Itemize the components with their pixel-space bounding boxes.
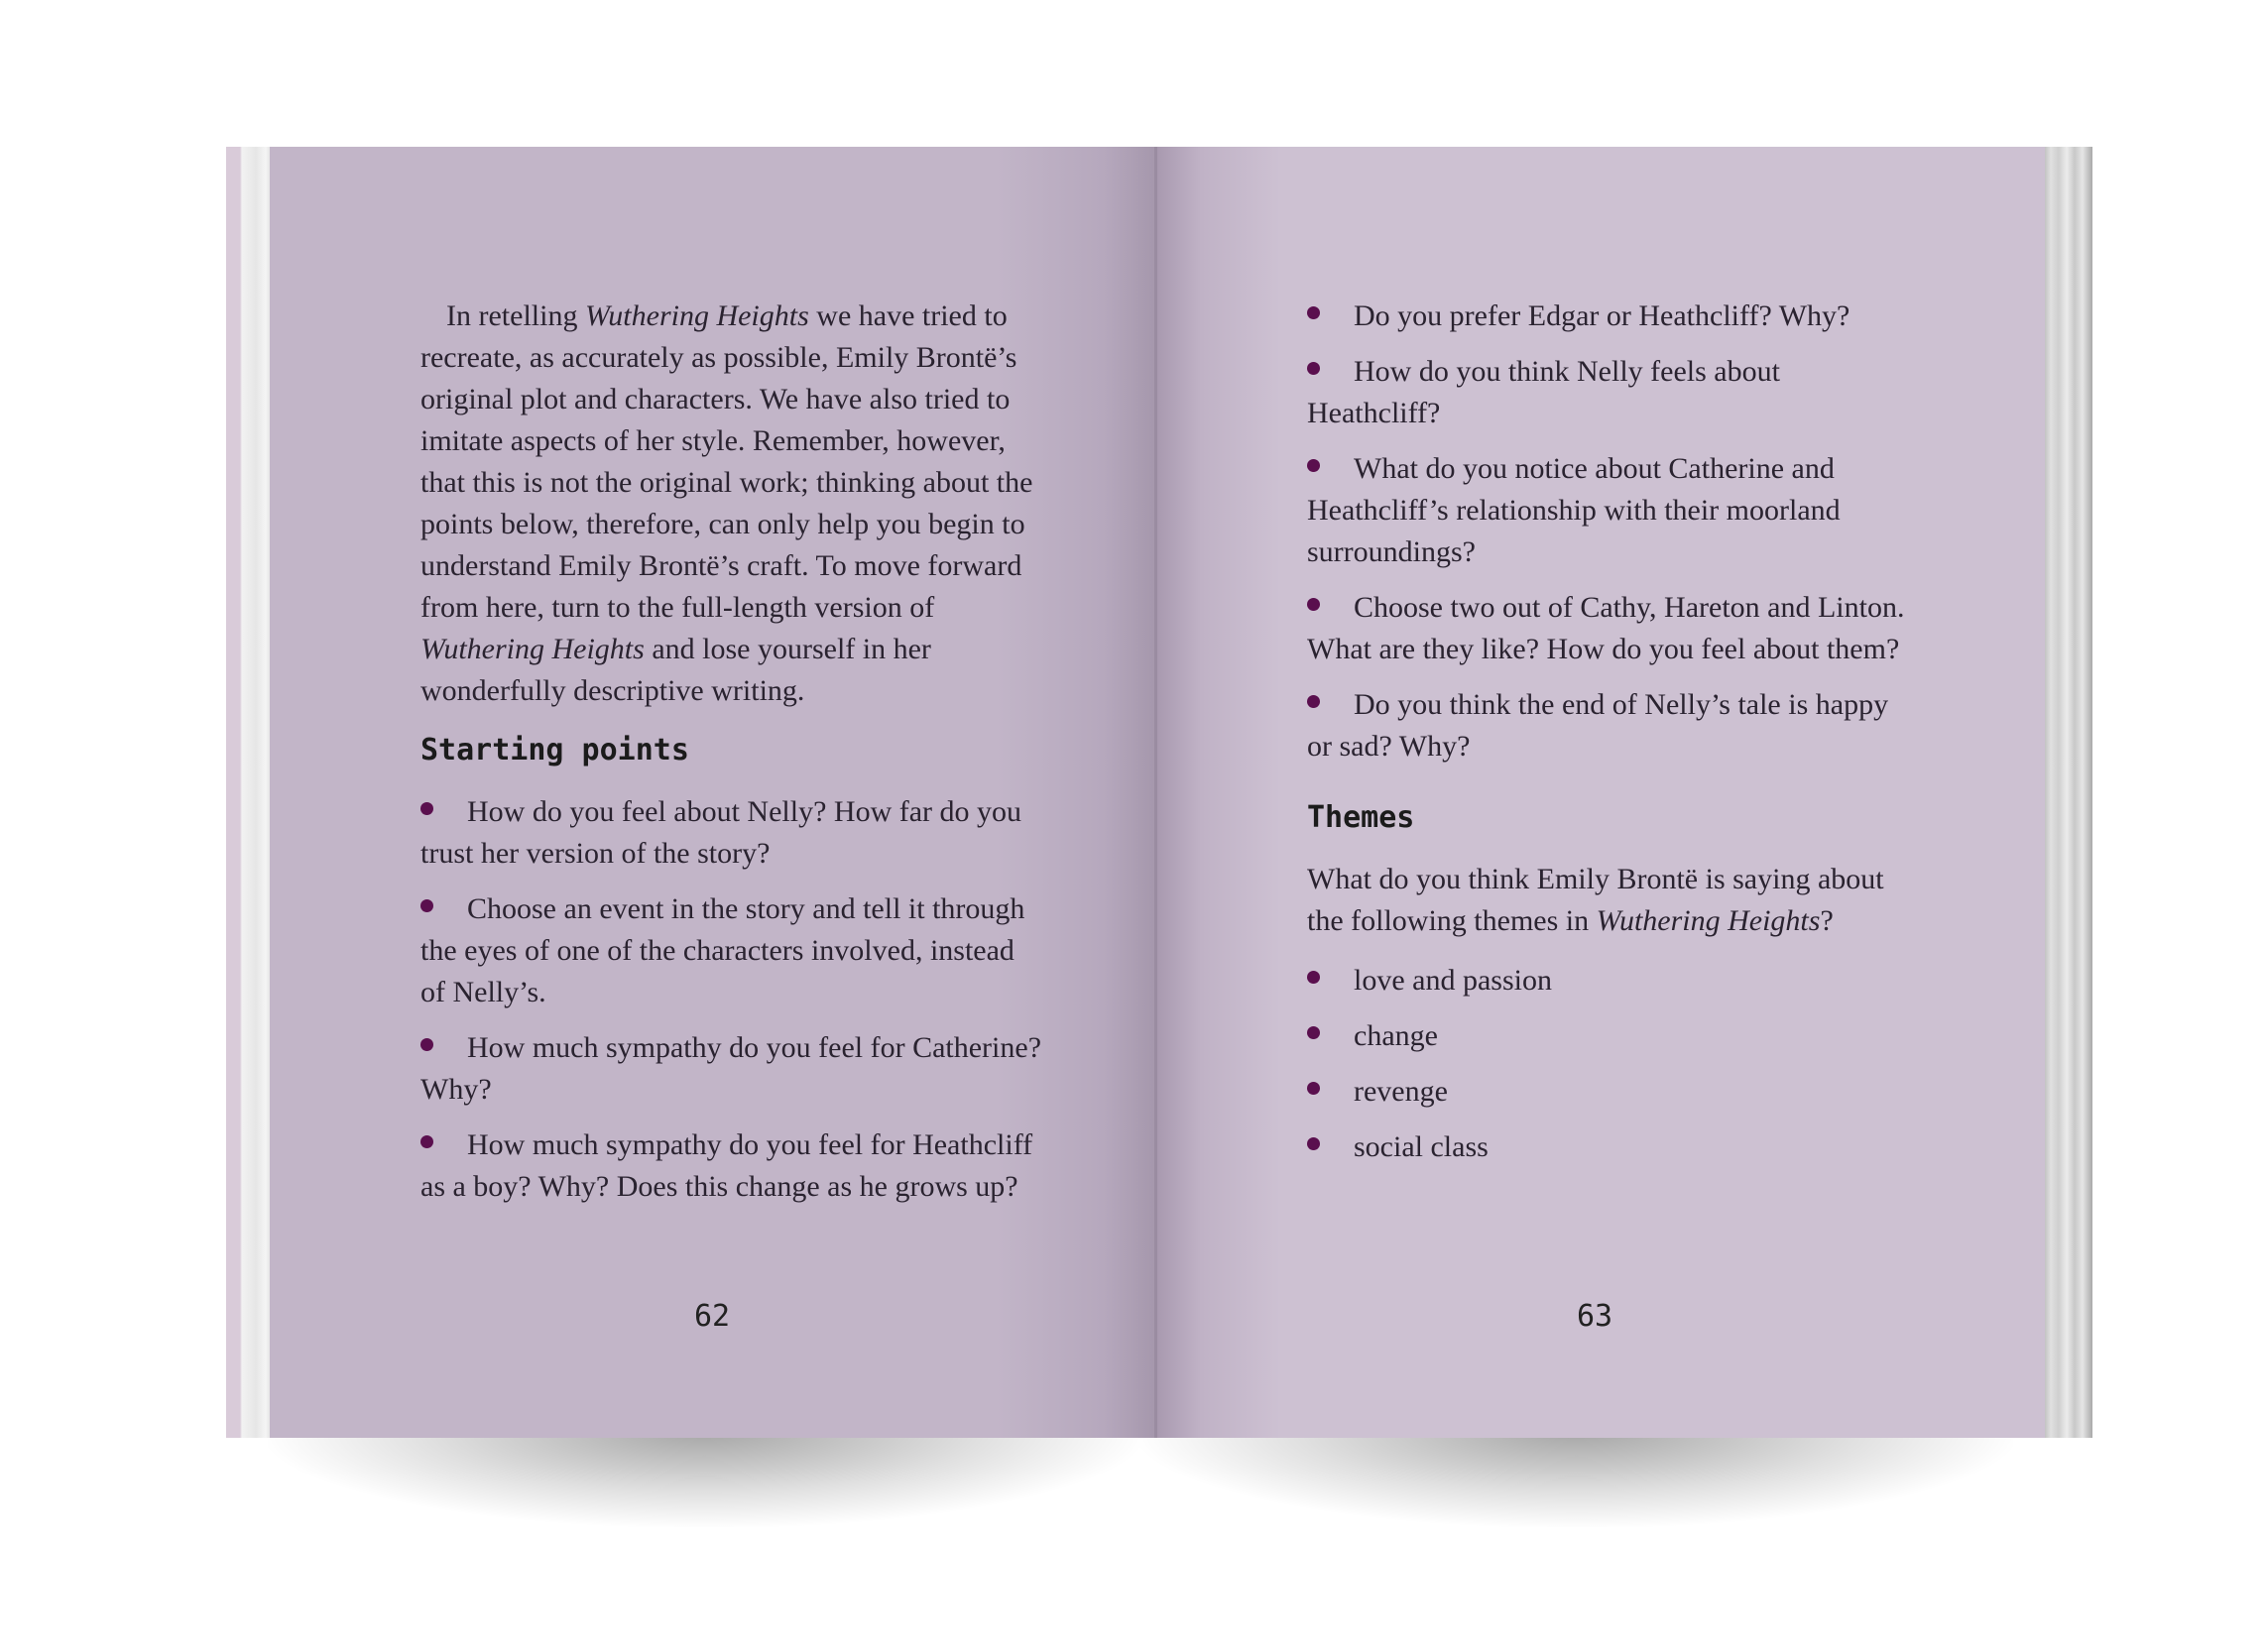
intro-paragraph: [420, 295, 1045, 712]
list-item-text: Do you think the end of Nelly’s tale is happy or sad? Why?: [1307, 688, 1889, 763]
right-page-text: [1307, 295, 1912, 1182]
theme-item-text: change: [1354, 1019, 1438, 1052]
intro-text-1: In retelling: [446, 299, 585, 332]
themes-intro: [1307, 859, 1912, 942]
bullet-icon: [1307, 1082, 1320, 1095]
bullet-icon: [1307, 971, 1320, 984]
left-page-text: [420, 295, 1045, 1222]
page-edges-right: [2043, 147, 2092, 1438]
list-item: [420, 1124, 1045, 1208]
list-item: [1307, 351, 1912, 434]
list-item: [420, 1027, 1045, 1111]
bullet-icon: [1307, 362, 1320, 375]
list-item: [420, 791, 1045, 875]
intro-title-italic-2: Wuthering Heights: [420, 633, 645, 665]
theme-item: [1307, 960, 1912, 1002]
bullet-icon: [1307, 1026, 1320, 1039]
intro-text-3: and lose yourself in her wonderfully descriptive writing.: [420, 633, 931, 707]
list-item-text: How do you feel about Nelly? How far do you trust her version of the story?: [420, 795, 1022, 870]
bullet-icon: [420, 802, 433, 815]
bullet-icon: [1307, 306, 1320, 319]
bullet-icon: [1307, 695, 1320, 708]
themes-intro-italic: Wuthering Heights: [1596, 904, 1821, 937]
list-item-text: Choose two out of Cathy, Hareton and Linton. What are they like? How do you feel about them?: [1307, 591, 1905, 665]
theme-item-text: social class: [1354, 1130, 1489, 1163]
intro-text-2: we have tried to recreate, as accurately as possible, Emily Brontë’s original plot and characters. We have also tried to imitate aspects of her style. Remember, however, that this is not the original work; thinking about the points below, therefore, can only help you begin to understand Emily Brontë’s craft. To move forward from here, turn to the full-length version of: [420, 299, 1033, 624]
theme-item-text: revenge: [1354, 1075, 1448, 1108]
book-gutter: [1154, 147, 1157, 1438]
starting-points-heading: Starting points: [420, 733, 689, 767]
themes-intro-end: ?: [1820, 904, 1834, 937]
intro-title-italic-1: Wuthering Heights: [584, 299, 809, 332]
bullet-icon: [1307, 598, 1320, 611]
theme-item: [1307, 1071, 1912, 1113]
list-item-text: What do you notice about Catherine and Heathcliff’s relationship with their moorland surroundings?: [1307, 452, 1841, 568]
bullet-icon: [1307, 459, 1320, 472]
page-number-right: 63: [1577, 1299, 1613, 1334]
list-item-text: How do you think Nelly feels about Heathcliff?: [1307, 355, 1780, 429]
list-item-text: Choose an event in the story and tell it through the eyes of one of the characters involved, instead of Nelly’s.: [420, 892, 1025, 1008]
list-item: [1307, 448, 1912, 573]
theme-item: [1307, 1126, 1912, 1168]
themes-heading: Themes: [1307, 800, 1415, 835]
page-edges-left: [226, 147, 272, 1438]
list-item-text: How much sympathy do you feel for Heathcliff as a boy? Why? Does this change as he grows up?: [420, 1128, 1033, 1203]
bullet-icon: [420, 1135, 433, 1148]
list-item: [1307, 587, 1912, 670]
bullet-icon: [420, 1038, 433, 1051]
bullet-icon: [420, 899, 433, 912]
list-item: [420, 888, 1045, 1013]
list-item: [1307, 684, 1912, 767]
list-item: [1307, 295, 1912, 337]
bullet-icon: [1307, 1137, 1320, 1150]
page-number-left: 62: [694, 1299, 731, 1334]
list-item-text: Do you prefer Edgar or Heathcliff? Why?: [1354, 299, 1850, 332]
themes-intro-text: What do you think Emily Brontë is saying about the following themes in: [1307, 863, 1884, 937]
list-item-text: How much sympathy do you feel for Catherine? Why?: [420, 1031, 1042, 1106]
theme-item-text: love and passion: [1354, 964, 1552, 997]
theme-item: [1307, 1015, 1912, 1057]
